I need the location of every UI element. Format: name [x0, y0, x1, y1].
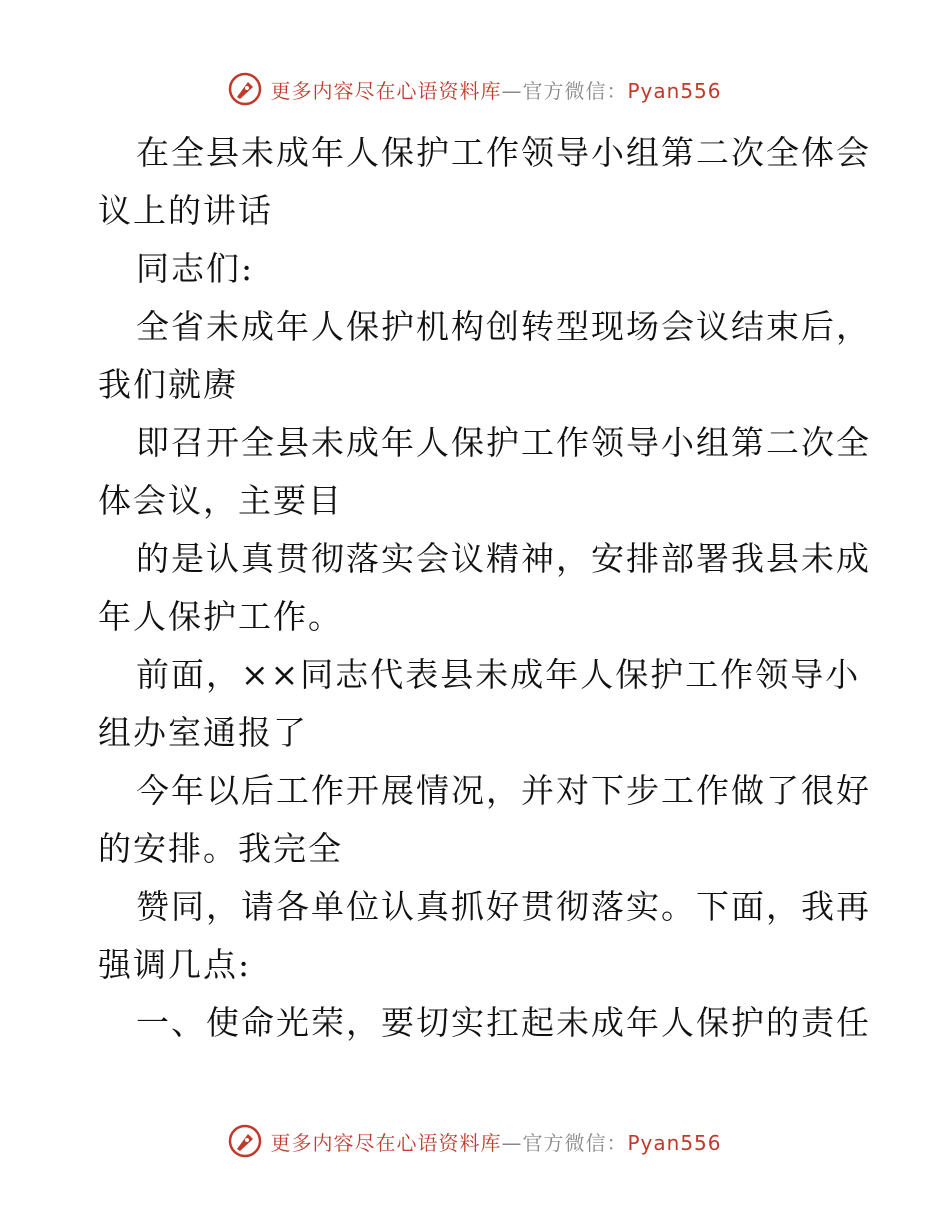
header-banner	[0, 72, 950, 106]
text-line: 议上的讲话	[98, 191, 273, 230]
banner-main-text: 更多内容尽在心语资料库	[270, 78, 502, 103]
text-line: 赞同，请各单位认真抓好贯彻落实。下面，我再	[136, 887, 871, 926]
text-line: 组办室通报了	[98, 713, 308, 752]
footer-banner-text	[270, 1127, 721, 1156]
text-line: 同志们:	[136, 249, 255, 288]
banner-wechat-label: 官方微信：	[522, 78, 628, 103]
header-banner-text	[270, 75, 721, 104]
pen-nib-logo-icon	[228, 1124, 262, 1158]
text-line: 全省未成年人保护机构创转型现场会议结束后，	[136, 307, 871, 346]
banner-dash: —	[501, 1130, 523, 1155]
text-line: 今年以后工作开展情况，并对下步工作做了很好	[136, 771, 871, 810]
text-line: 年人保护工作。	[98, 597, 343, 636]
text-line: 的安排。我完全	[98, 829, 343, 868]
text-line: 在全县未成年人保护工作领导小组第二次全体会	[136, 133, 871, 172]
footer-banner	[0, 1124, 950, 1158]
text-line: 的是认真贯彻落实会议精神，安排部署我县未成	[136, 539, 871, 578]
text-line: 前面，××同志代表县未成年人保护工作领导小	[136, 655, 861, 694]
banner-main-text: 更多内容尽在心语资料库	[270, 1130, 502, 1155]
document-body	[98, 124, 871, 1052]
text-line: 强调几点:	[98, 945, 252, 984]
text-line: 即召开全县未成年人保护工作领导小组第二次全	[136, 423, 871, 462]
banner-wechat-id: Pyan556	[627, 1130, 722, 1155]
banner-dash: —	[501, 78, 523, 103]
banner-wechat-label: 官方微信：	[522, 1130, 628, 1155]
pen-nib-logo-icon	[228, 72, 262, 106]
banner-wechat-id: Pyan556	[627, 78, 722, 103]
text-line: 体会议，主要目	[98, 481, 343, 520]
text-line: 我们就赓	[98, 365, 238, 404]
text-line: 一、使命光荣，要切实扛起未成年人保护的责任	[136, 1003, 871, 1042]
